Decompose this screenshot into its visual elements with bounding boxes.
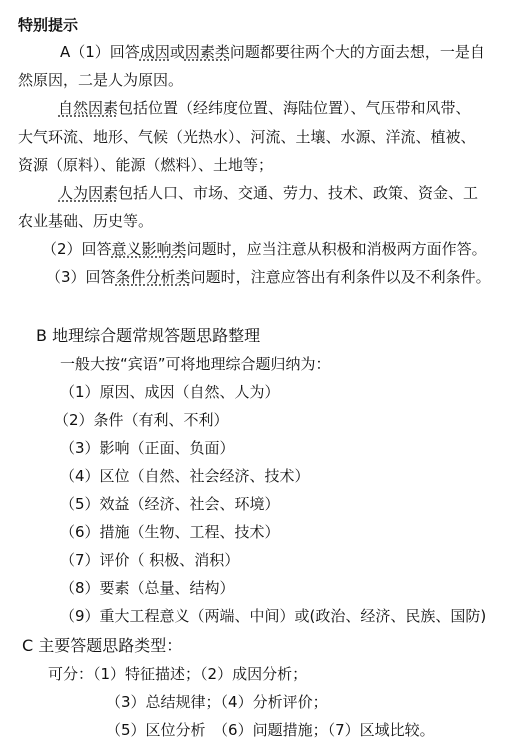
keyword-significance: 意义影响类 [111,240,187,258]
section-a-item-3 [46,267,491,287]
natural-factors-line-2: 大气环流、地形、气候（光热水）、河流、土壤、水源、洋流、植被、 [18,128,476,146]
section-c-row-2: （3）总结规律；（4）分析评价； [106,693,328,711]
section-c-heading: C 主要答题思路类型： [22,636,183,655]
section-c-row-1: 可分：（1）特征描述；（2）成因分析； [48,665,308,683]
section-a-line-2: 然原因，二是人为原因。 [18,71,184,89]
natural-factors-label: 自然因素 [58,99,119,117]
special-tips-title: 特别提示 [18,16,79,34]
item-3-prefix: （3）回答 [46,268,116,286]
section-b-item: （2）条件（有利、不利） [54,411,229,429]
section-a-line-1-rest: 问题都要往两个大的方面去想，一是自 [229,43,485,61]
section-b-item: （3）影响（正面、负面） [60,439,235,457]
natural-factors-line-3: 资源（原料）、能源（燃料）、土地等； [18,156,274,174]
human-factors-label: 人为因素 [58,184,119,202]
section-c-row-3: （5）区位分析 （6）问题措施；（7）区域比较。 [106,721,435,739]
section-b-item: （1）原因、成因（自然、人为） [60,383,280,401]
human-factors-line-2: 农业基础、历史等。 [18,212,154,230]
section-b-intro: 一般大按“宾语”可将地理综合题归纳为： [60,355,331,373]
natural-factors-rest: 包括位置（经纬度位置、海陆位置）、气压带和风带、 [118,99,471,117]
section-a-prefix: A（1）回答 [60,43,140,61]
item-3-rest: 问题时，注意应答出有利条件以及不利条件。 [190,268,491,286]
section-b-item: （8）要素（总量、结构） [60,579,235,597]
keyword-conditions: 条件分析类 [115,268,191,286]
section-b-item: （9）重大工程意义（两端、中间）或(政治、经济、民族、国防) [60,607,487,625]
human-factors-rest: 包括人口、市场、交通、劳力、技术、政策、资金、工 [118,184,479,202]
keyword-cause: 成因 [139,43,170,61]
item-2-rest: 问题时，应当注意从积极和消极两方面作答。 [186,240,487,258]
section-a-or: 或 [169,43,185,61]
section-a-line-1 [60,42,485,62]
section-a-item-2 [42,239,487,259]
section-b-item: （4）区位（自然、社会经济、技术） [60,467,310,485]
natural-factors-line-1 [58,98,471,118]
item-2-prefix: （2）回答 [42,240,112,258]
human-factors-line-1 [58,183,478,203]
keyword-factor: 因素类 [184,43,230,61]
section-b-heading: B 地理综合题常规答题思路整理 [36,326,261,345]
section-b-item: （5）效益（经济、社会、环境） [60,495,280,513]
section-b-item: （6）措施（生物、工程、技术） [60,523,280,541]
section-b-item: （7）评价（ 积极、消积） [60,551,240,569]
